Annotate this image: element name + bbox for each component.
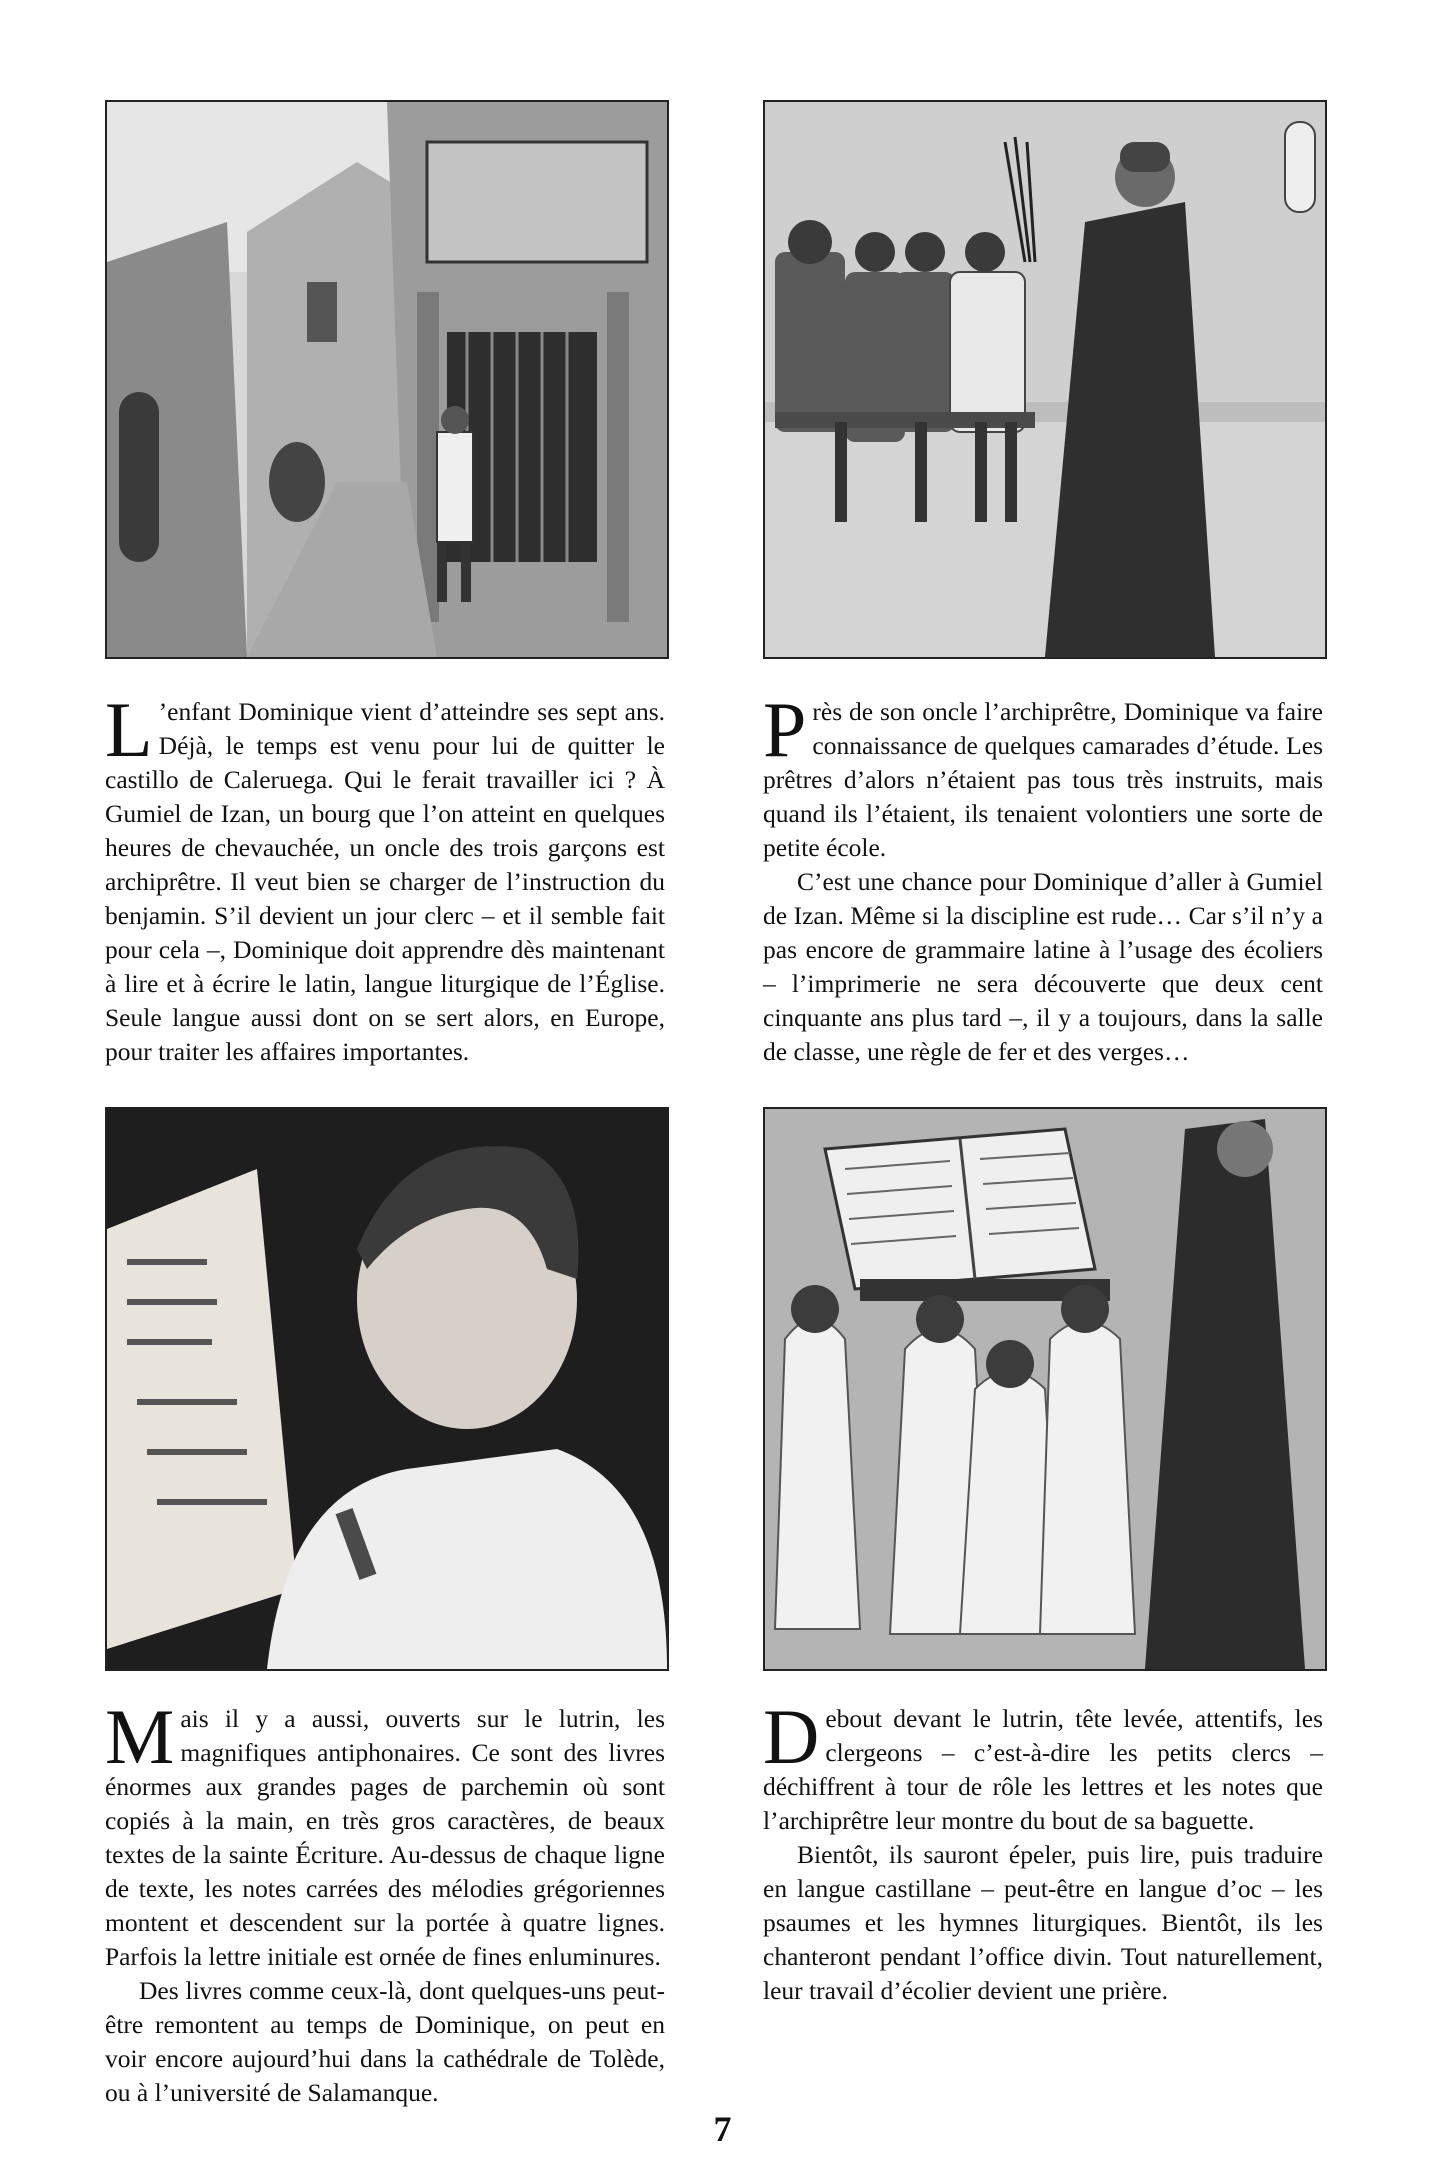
text-section-2 (763, 686, 1323, 1069)
boy-reading-illustration (105, 1107, 669, 1671)
drop-cap: M (105, 1693, 175, 1780)
drop-cap: D (763, 1693, 820, 1780)
choirboys-lectern-illustration (763, 1107, 1327, 1671)
text-section-4 (763, 1693, 1323, 2008)
paragraph: C’est une chance pour Dominique d’aller à Gumiel de Izan. Même si la discipline est rude… Car s’il n’y a pas encore de grammaire latine à l’usage des écoliers – l’imprimerie ne sera découverte que deux cent cinquante ans plus tard –, il y a toujours, dans la salle de classe, une règle de fer et des verges… (763, 867, 1323, 1066)
paragraph: Debout devant le lutrin, tête levée, attentifs, les clergeons – c’est-à-dire les petits clercs – déchiffrent à tour de rôle les lettres et les notes que l’archiprêtre leur montre du bout de sa baguette. (763, 1693, 1323, 1835)
drop-cap: P (763, 686, 807, 773)
text-section-3 (105, 1693, 665, 2110)
paragraph: L ’enfant Dominique vient d’atteindre ses sept ans. Déjà, le temps est venu pour lui de quitter le castillo de Caleruega. Qui le ferait travailler ici ? À Gumiel de Izan, un bourg que l’on atteint en quelques heures de chevauchée, un oncle des trois garçons est archiprêtre. Il veut bien se charger de l’instruction du benjamin. S’il devient un jour clerc – et il semble fait pour cela –, Dominique doit apprendre dès maintenant à lire et à écrire le latin, langue liturgique de l’Église. Seule langue aussi dont on se sert alors, en Europe, pour traiter les affaires importantes. (105, 686, 665, 1066)
paragraph: Près de son oncle l’archiprêtre, Dominique va faire connaissance de quelques camarades d’étude. Les prêtres d’alors n’étaient pas tous très instruits, mais quand ils l’étaient, ils tenaient volontiers une sorte de petite école. (763, 686, 1323, 862)
text-section-1 (105, 686, 665, 1069)
village-street-illustration (105, 100, 669, 659)
paragraph: Bientôt, ils sauront épeler, puis lire, puis traduire en langue castillane – peut-être en langue d’oc – les psaumes et les hymnes liturgiques. Bientôt, ils les chanteront pendant l’office divin. Tout naturellement, leur travail d’écolier devient une prière. (763, 1840, 1323, 2005)
drop-cap: L (105, 686, 153, 773)
paragraph: Mais il y a aussi, ouverts sur le lutrin, les magnifiques antiphonaires. Ce sont des livres énormes aux grandes pages de parchemin où sont copiés à la main, en très gros caractères, de beaux textes de la sainte Écriture. Au-dessus de chaque ligne de texte, les notes carrées des mélodies grégoriennes montent et descendent sur la portée à quatre lignes. Parfois la lettre initiale est ornée de fines enluminures. (105, 1693, 665, 1971)
paragraph: Des livres comme ceux-là, dont quelques-uns peut-être remontent au temps de Dominique, on peut en voir encore aujourd’hui dans la cathédrale de Tolède, ou à l’université de Salamanque. (105, 1976, 665, 2107)
classroom-illustration (763, 100, 1327, 659)
page-number: 7 (713, 2109, 732, 2149)
